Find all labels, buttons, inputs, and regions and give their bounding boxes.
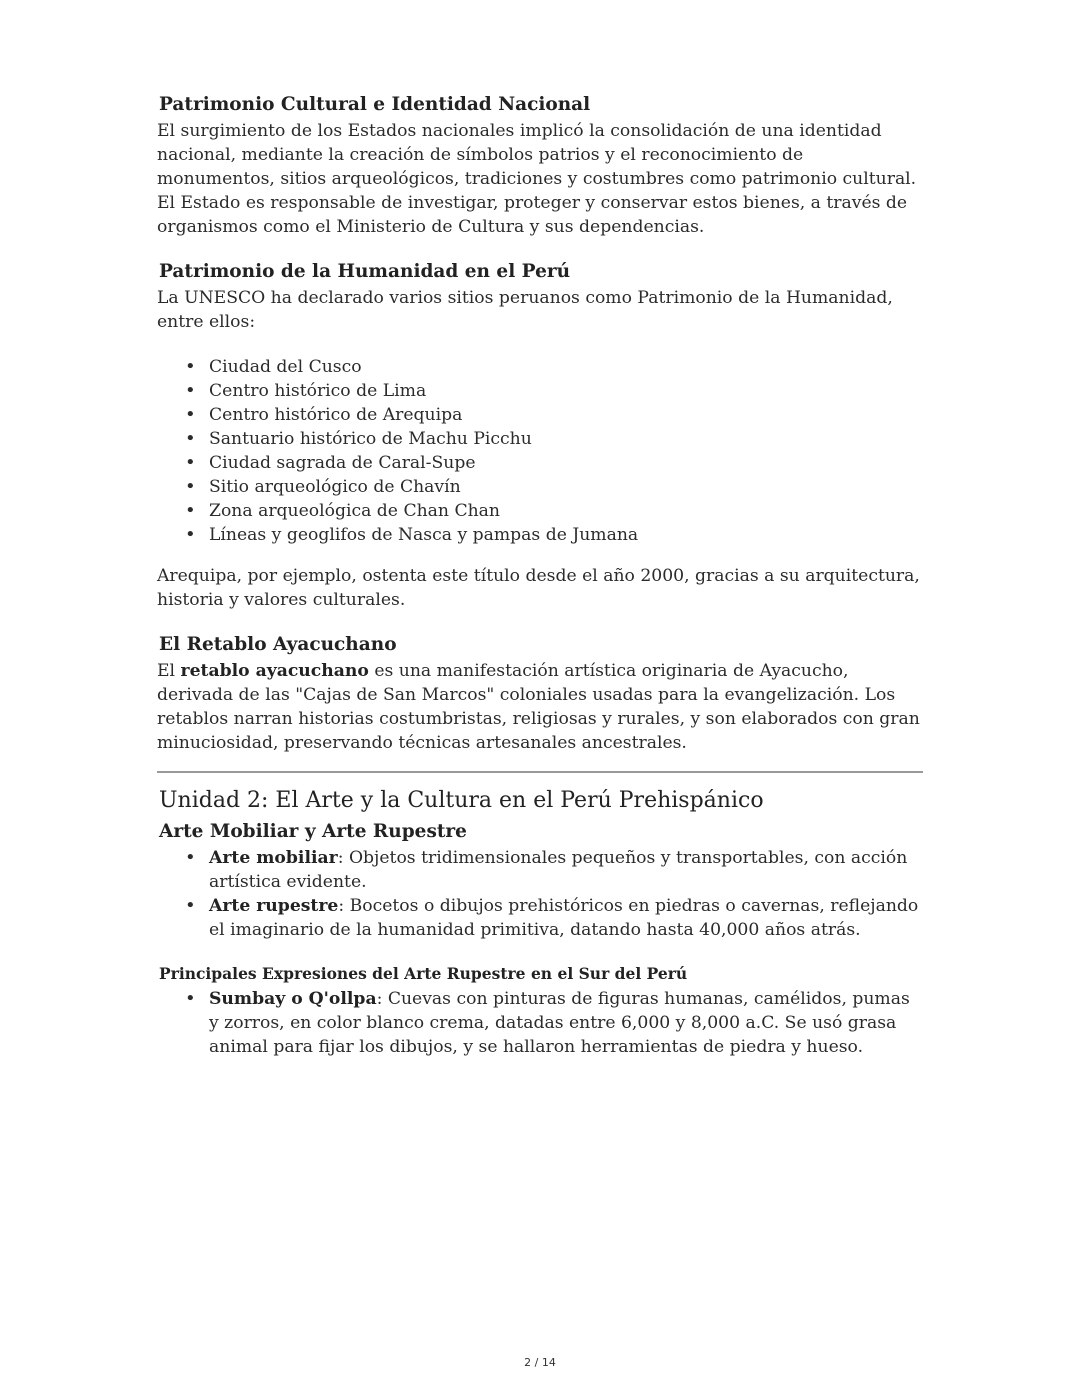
section-unit-2 [157,785,923,1059]
term: Arte rupestre [209,896,339,916]
term: Arte mobiliar [209,848,338,868]
term: Sumbay o Q'ollpa [209,989,377,1009]
list-item: • Ciudad sagrada de Caral-Supe [209,451,923,475]
list-item: • Santuario histórico de Machu Picchu [209,427,923,451]
list-item: • Ciudad del Cusco [209,355,923,379]
bold-term: retablo ayacuchano [180,661,369,681]
section-divider [157,771,923,773]
section-heading: Patrimonio Cultural e Identidad Nacional [159,94,591,115]
section-retablo [157,632,923,755]
list-item: • Sitio arqueológico de Chavín [209,475,923,499]
list-item: • Centro histórico de Arequipa [209,403,923,427]
section-heading: Arte Mobiliar y Arte Rupestre [159,821,467,842]
body-text: El [157,661,181,681]
definition: : Bocetos o dibujos prehistóricos en piedras o cavernas, reflejando el imaginario de la humanidad primitiva, datando hasta 40,000 años atrás. [209,896,919,940]
section-outro: Arequipa, por ejemplo, ostenta este título desde el año 2000, gracias a su arquitectura, historia y valores culturales. [157,566,920,610]
definition: : Objetos tridimensionales pequeños y transportables, con acción artística evidente. [209,848,908,892]
list-item [209,894,923,942]
section-heading: Patrimonio de la Humanidad en el Perú [159,261,571,282]
subsection-heading: Principales Expresiones del Arte Rupestre en el Sur del Perú [159,964,688,983]
page-indicator: 2 / 14 [524,1356,556,1369]
definition: : Cuevas con pinturas de figuras humanas, camélidos, pumas y zorros, en color blanco crema, datadas entre 6,000 y 8,000 a.C. Se usó grasa animal para fijar los dibujos, y se hallaron herramientas de piedra y hueso. [209,989,910,1057]
list-item: • Centro histórico de Lima [209,379,923,403]
section-intro: La UNESCO ha declarado varios sitios peruanos como Patrimonio de la Humanidad, entre ellos: [157,288,893,332]
list-item: • Líneas y geoglifos de Nasca y pampas de Jumana [209,523,923,547]
list-item [209,846,923,894]
section-body [157,659,923,755]
heritage-sites-list [157,355,923,547]
document-page [157,92,923,1059]
list-item [209,987,923,1059]
list-item: • Zona arqueológica de Chan Chan [209,499,923,523]
body-text: es una manifestación artística originaria de Ayacucho, derivada de las "Cajas de San Marcos" coloniales usadas para la evangelización. Los retablos narran historias costumbristas, religiosas y rurales, y son elaborados con gran minuciosidad, preservando técnicas artesanales ancestrales. [157,661,920,753]
section-heading: El Retablo Ayacuchano [159,634,397,655]
unit-title: Unidad 2: El Arte y la Cultura en el Perú Prehispánico [159,788,764,813]
section-body: El surgimiento de los Estados nacionales implicó la consolidación de una identidad nacional, mediante la creación de símbolos patrios y el reconocimiento de monumentos, sitios arqueológicos, tradiciones y costumbres como patrimonio cultural. El Estado es responsable de investigar, proteger y conservar estos bienes, a través de organismos como el Ministerio de Cultura y sus dependencias. [157,121,917,237]
rock-art-list [157,987,923,1059]
section-patrimonio-cultural [157,92,923,239]
section-patrimonio-humanidad [157,259,923,612]
art-types-list [157,846,923,942]
